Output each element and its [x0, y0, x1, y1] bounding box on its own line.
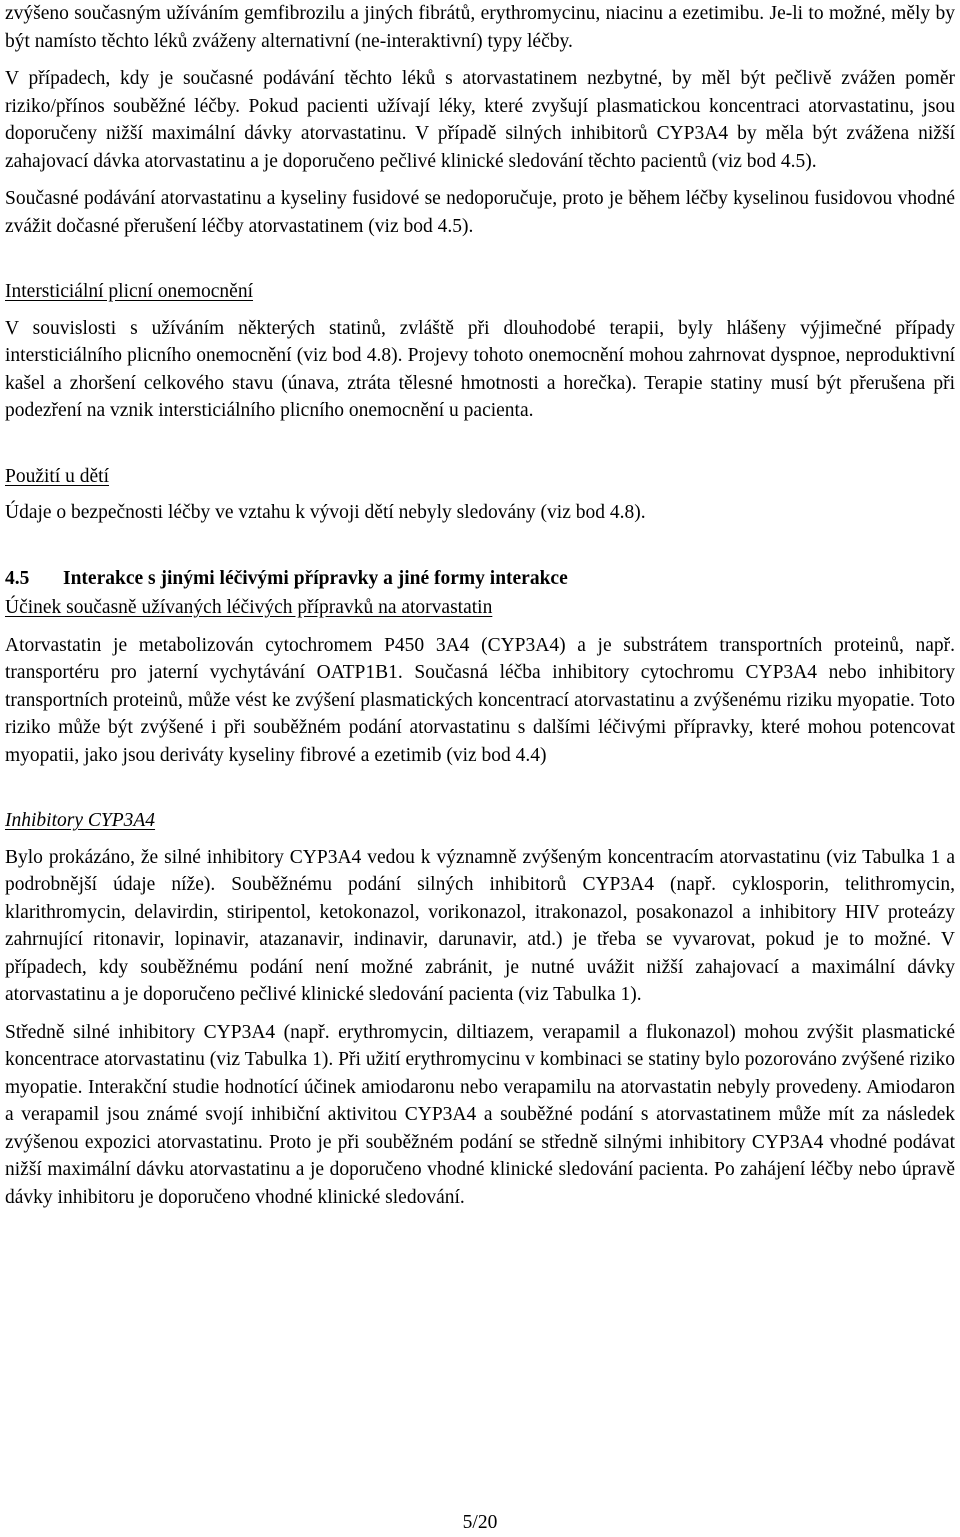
document-page [5, 0, 955, 1211]
heading-interstitial-lung-disease: Intersticiální plicní onemocnění [5, 281, 254, 302]
paragraph-interstitial-lung-disease: V souvislosti s užíváním některých statinů, zvláště při dlouhodobé terapii, byly hlášeny výjimečné případy intersticiálního plicního onemocnění (viz bod 4.8). Projevy tohoto onemocnění mohou zahrnovat dyspnoe, neproduktivní kašel a zhoršení celkového stavu (únava, ztráta tělesné hmotnosti a horečka). Terapie statiny musí být přerušena při podezření na vznik intersticiálního plicního onemocnění u pacienta. [5, 317, 955, 421]
paragraph-fusidic-acid: Současné podávání atorvastatinu a kyseliny fusidové se nedoporučuje, proto je během léčby kyselinou fusidovou vhodné zvážit dočasné přerušení léčby atorvastatinem (viz bod 4.5). [5, 188, 955, 237]
page-number: 5/20 [462, 1512, 498, 1533]
paragraph-pediatric-use: Údaje o bezpečnosti léčby ve vztahu k vývoji dětí nebyly sledovány (viz bod 4.8). [5, 502, 646, 523]
heading-pediatric-use: Použití u dětí [5, 465, 109, 487]
section-number: 4.5 [5, 567, 30, 589]
heading-cyp3a4-inhibitors: Inhibitory CYP3A4 [5, 810, 156, 831]
section-title-text: Interakce s jinými léčivými přípravky a jiné formy interakce [63, 567, 568, 589]
paragraph-metabolism: Atorvastatin je metabolizován cytochromem P450 3A4 (CYP3A4) a je substrátem transportních proteinů, např. transportéru pro jaterní vychytávání OATP1B1. Současná léčba inhibitory cytochromu CYP3A4 nebo inhibitory transportních proteinů, může vést ke zvýšení plasmatických koncentrací atorvastatinu a zvýšenému riziku myopatie. Toto riziko může být zvýšené i při souběžném podání atorvastatinu s dalšími léčivými přípravky, které mohou potencovat myopatii, jako jsou deriváty kyseliny fibrové a ezetimib (viz bod 4.4) [5, 634, 955, 766]
paragraph-risk-benefit: V případech, kdy je současné podávání těchto léků s atorvastatinem nezbytné, by měl být pečlivě zvážen poměr riziko/přínos souběžné léčby. Pokud pacienti užívají léky, které zvyšují plasmatickou koncentraci atorvastatinu, jsou doporučeny nižší maximální dávky atorvastatinu. V případě silných inhibitorů CYP3A4 by měla být zvážena nižší zahajovací dávka atorvastatinu a je doporučeno pečlivé klinické sledování těchto pacientů (viz bod 4.5). [5, 68, 955, 172]
paragraph-moderate-inhibitors: Středně silné inhibitory CYP3A4 (např. erythromycin, diltiazem, verapamil a flukonazol) mohou zvýšit plasmatické koncentrace atorvastatinu (viz Tabulka 1). Při užití erythromycinu v kombinaci se statiny bylo pozorováno zvýšené riziko myopatie. Interakční studie hodnotící účinek amiodaronu nebo verapamilu na atorvastatin nebyly provedeny. Amiodaron a verapamil jsou známé svojí inhibiční aktivitou CYP3A4 a souběžné podání s atorvastatinem může mít za následek zvýšenou expozici atorvastatinu. Proto je při souběžném podání se středně silnými inhibitory CYP3A4 vhodné podávat nižší maximální dávku atorvastatinu a je doporučeno vhodné klinické sledování pacienta. Po zahájení léčby nebo úpravě dávky inhibitoru je doporučeno vhodné klinické sledování. [5, 1021, 955, 1208]
section-title-interactions [5, 565, 955, 593]
paragraph-fibrates: zvýšeno současným užíváním gemfibrozilu a jiných fibrátů, erythromycinu, niacinu a ezetimibu. Je-li to možné, měly by být namísto těchto léků zváženy alternativní (ne-interaktivní) typy léčby. [5, 3, 955, 52]
paragraph-strong-inhibitors: Bylo prokázáno, že silné inhibitory CYP3A4 vedou k významně zvýšeným koncentracím atorvastatinu (viz Tabulka 1 a podrobnější údaje níže). Souběžnému podání silných inhibitorů CYP3A4 (např. cyklosporin, telithromycin, klarithromycin, delavirdin, stiripentol, ketokonazol, vorikonazol, itrakonazol, posakonazol a inhibitory HIV proteázy zahrnující ritonavir, lopinavir, atazanavir, indinavir, darunavir, atd.) je třeba se vyvarovat, pokud je to možné. V případech, kdy souběžnému podání není možné zabránit, je nutné uvážit nižší zahajovací a maximální dávky atorvastatinu a je doporučeno pečlivé klinické sledování pacienta (viz Tabulka 1). [5, 846, 955, 1005]
subheading-effect-on-atorvastatin: Účinek současně užívaných léčivých přípravků na atorvastatin [5, 597, 493, 618]
